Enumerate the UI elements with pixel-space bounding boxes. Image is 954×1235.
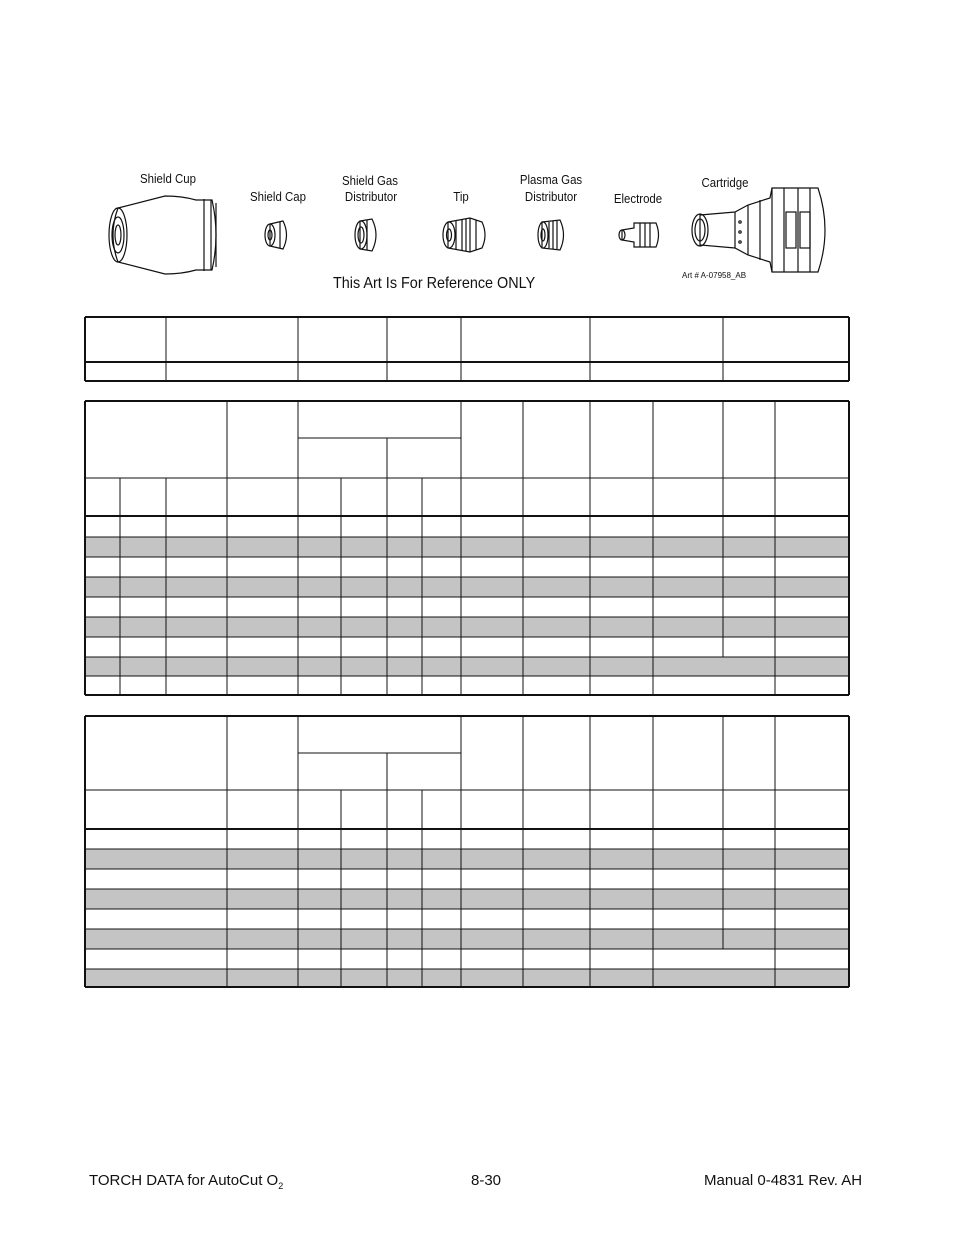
cut-chart-table-primary (85, 401, 849, 695)
electrode-label: Electrode (613, 191, 663, 206)
consumables-part-number-table (85, 317, 849, 381)
cartridge-label: Cartridge (701, 175, 749, 190)
cut-chart-table-secondary (85, 716, 849, 987)
tip-label: Tip (453, 189, 469, 204)
plasma-gas-distributor-label-line2: Distributor (524, 189, 578, 204)
shield-gas-distributor-label-line2: Distributor (344, 189, 398, 204)
shaded-row (85, 657, 849, 676)
shaded-row (85, 849, 849, 869)
shaded-row (85, 929, 849, 949)
manual-number: Manual 0-4831 Rev. AH (704, 1172, 863, 1189)
footer-title-text: TORCH DATA for AutoCut O (89, 1172, 279, 1189)
shaded-row (85, 617, 849, 637)
shield-cap-label: Shield Cap (250, 189, 306, 204)
footer-title-subscript: 2 (278, 1181, 284, 1191)
shaded-row (85, 577, 849, 597)
page-number: 8-30 (471, 1172, 502, 1189)
plasma-gas-distributor-label-line1: Plasma Gas (519, 172, 583, 187)
footer-title (89, 1172, 283, 1191)
shield-cup-label: Shield Cup (140, 171, 196, 186)
shaded-row (85, 537, 849, 557)
art-number: Art # A-07958_AB (682, 271, 747, 280)
shield-gas-distributor-label-line1: Shield Gas (342, 173, 398, 188)
shaded-row (85, 889, 849, 909)
reference-only-note: This Art Is For Reference ONLY (333, 275, 536, 292)
shaded-row (85, 969, 849, 987)
